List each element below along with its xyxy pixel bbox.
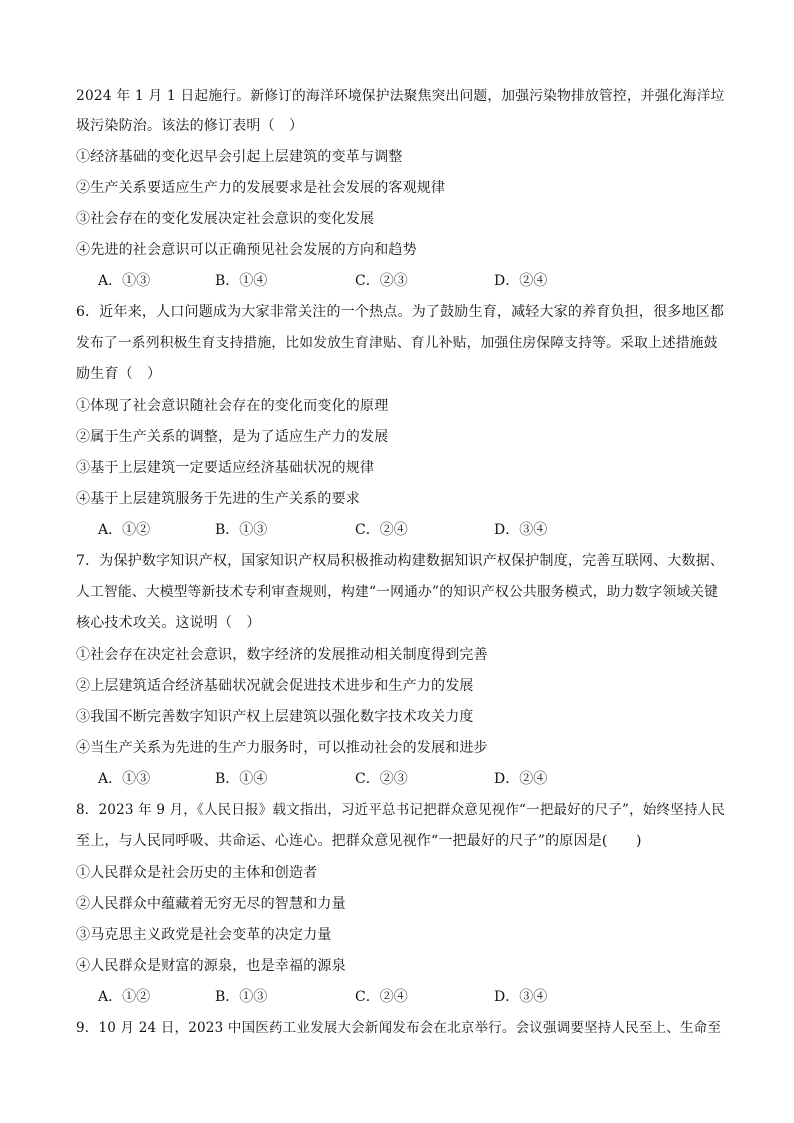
q8-item-1: ①人民群众是社会历史的主体和创造者	[76, 865, 318, 881]
q5-item-2: ②生产关系要适应生产力的发展要求是社会发展的客观规律	[76, 180, 446, 196]
q7-stem-line-2: 人工智能、大模型等新技术专利审查规则，构建“一网通办”的知识产权公共服务模式，助力数字领域关键	[76, 584, 719, 600]
q8-option-d: D．③④	[494, 989, 548, 1005]
q8-stem-line-1: 8．2023 年 9 月，《人民日报》载文指出，习近平总书记把群众意见视作“一把最好的尺子”，始终坚持人民	[76, 802, 726, 818]
q7-stem-line-1: 7．为保护数字知识产权，国家知识产权局积极推动构建数据知识产权保护制度，完善互联网、大数据、	[76, 553, 725, 569]
q8-item-4: ④人民群众是财富的源泉，也是幸福的源泉	[76, 958, 346, 974]
q6-option-a: A．①②	[98, 522, 151, 538]
q8-stem-line-2: 至上，与人民同呼吸、共命运、心连心。把群众意见视作“一把最好的尺子”的原因是( )	[76, 833, 642, 849]
q7-stem-line-3: 核心技术攻关。这说明（ ）	[76, 615, 261, 631]
q7-item-2: ②上层建筑适合经济基础状况就会促进技术进步和生产力的发展	[76, 678, 474, 694]
q6-option-d: D．③④	[494, 522, 548, 538]
q5-item-3: ③社会存在的变化发展决定社会意识的变化发展	[76, 211, 375, 227]
q7-option-b: B．①④	[215, 771, 268, 787]
q7-item-3: ③我国不断完善数字知识产权上层建筑以强化数字技术攻关力度	[76, 709, 474, 725]
q8-item-3: ③马克思主义政党是社会变革的决定力量	[76, 927, 332, 943]
q6-stem-line-1: 6．近年来，人口问题成为大家非常关注的一个热点。为了鼓励生育，减轻大家的养育负担，很多地区都	[76, 304, 725, 320]
q5-option-a: A．①③	[98, 273, 151, 289]
q6-item-4: ④基于上层建筑服务于先进的生产关系的要求	[76, 491, 360, 507]
q7-options	[98, 769, 718, 789]
q6-option-c: C．②④	[355, 522, 408, 538]
q8-option-b: B．①③	[215, 989, 268, 1005]
q6-option-b: B．①③	[215, 522, 268, 538]
q6-item-2: ②属于生产关系的调整，是为了适应生产力的发展	[76, 429, 389, 445]
q5-stem-line-1: 2024 年 1 月 1 日起施行。新修订的海洋环境保护法聚焦突出问题，加强污染物排放管控，并强化海洋垃	[76, 88, 725, 104]
q5-option-d: D．②④	[494, 273, 548, 289]
q8-item-2: ②人民群众中蕴藏着无穷无尽的智慧和力量	[76, 896, 346, 912]
q6-item-3: ③基于上层建筑一定要适应经济基础状况的规律	[76, 460, 375, 476]
q9-stem-line-1: 9．10 月 24 日，2023 中国医药工业发展大会新闻发布会在北京举行。会议强调要坚持人民至上、生命至	[76, 1020, 722, 1036]
q5-item-4: ④先进的社会意识可以正确预见社会发展的方向和趋势	[76, 242, 417, 258]
q6-stem-line-3: 励生育（ ）	[76, 366, 162, 382]
q8-option-a: A．①②	[98, 989, 151, 1005]
q5-option-c: C．②③	[355, 273, 408, 289]
q5-option-b: B．①④	[215, 273, 268, 289]
q8-options	[98, 987, 718, 1007]
q6-stem-line-2: 发布了一系列积极生育支持措施，比如发放生育津贴、育儿补贴，加强住房保障支持等。采取上述措施鼓	[76, 335, 718, 351]
q7-option-d: D．②④	[494, 771, 548, 787]
q6-options	[98, 520, 718, 540]
q6-item-1: ①体现了社会意识随社会存在的变化而变化的原理	[76, 398, 389, 414]
q5-options	[98, 271, 718, 291]
q5-stem-line-2: 圾污染防治。该法的修订表明（ ）	[76, 118, 304, 134]
q5-item-1: ①经济基础的变化迟早会引起上层建筑的变革与调整	[76, 149, 403, 165]
q7-item-1: ①社会存在决定社会意识，数字经济的发展推动相关制度得到完善	[76, 647, 488, 663]
q7-option-a: A．①③	[98, 771, 151, 787]
q7-item-4: ④当生产关系为先进的生产力服务时，可以推动社会的发展和进步	[76, 740, 488, 756]
q8-option-c: C．②④	[355, 989, 408, 1005]
q7-option-c: C．②③	[355, 771, 408, 787]
